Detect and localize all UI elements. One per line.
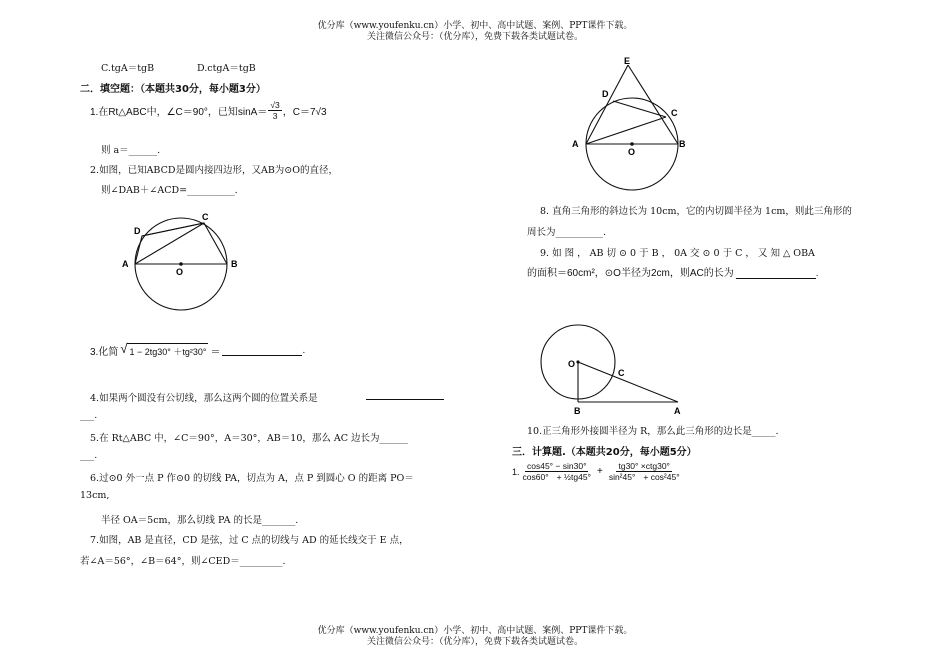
choice-c: C.tgA＝tgB [101, 63, 155, 74]
q9-answer-blank[interactable] [736, 269, 816, 279]
q9-center-dot [576, 360, 579, 363]
q7-center-dot [630, 142, 634, 146]
figure-q7-circle [568, 55, 698, 195]
q1-suffix: ，C＝7√3 [282, 107, 327, 118]
q3-radical [120, 343, 208, 358]
q6-line-1: 6.过⊙0 外一点 P 作⊙0 的切线 PA，切点为 A，点 P 到圆心 O 的距离 PO＝ [90, 473, 414, 484]
q5-line-1: 5.在 Rt△ABC 中，∠C＝90°，A＝30°，AB＝10，那么 AC 边长为______ [90, 433, 409, 444]
q9-label-b: B [574, 406, 581, 416]
q9-label-a: A [674, 406, 681, 416]
calc1-f1-num: cos45° − sin30° [526, 461, 587, 471]
q5-line-2: ___. [80, 450, 98, 461]
q3-root-sign: √ [120, 341, 128, 356]
header-line-2: 关注微信公众号：（优分库），免费下载各类试题试卷。 [366, 32, 583, 42]
q9-line-2: 的面积＝60cm²，⊙O半径为2cm，则AC的长为 [527, 268, 734, 279]
q3-answer-blank[interactable] [222, 346, 302, 356]
calc1-plus: + [596, 466, 603, 477]
calc1-f1-den-b: + ½tg45° [556, 472, 591, 482]
figure-q2-circle [120, 208, 250, 318]
q1-frac-den: 3 [272, 111, 278, 121]
q1-answer: 则 a＝______. [101, 145, 161, 156]
q7-label-o: O [628, 147, 636, 157]
section-2-title: 二．填空题：（本题共30分，每小题3分） [80, 84, 266, 95]
q8-line-1: 8. 直角三角形的斜边长为 10cm，它的内切圆半径为 1cm，则此三角形的 [540, 206, 852, 217]
q2-center-dot [179, 262, 183, 266]
header-line-1: 优分库（www.youfenku.cn）小学、初中、高中试题、案例、PPT课件下载。 [317, 21, 633, 31]
q2-label-a: A [122, 259, 129, 269]
calc1-number: 1. [512, 466, 520, 477]
calc1-f2-den-b: + cos²45° [643, 472, 680, 482]
q8-line-2: 周长为__________. [527, 227, 607, 238]
q9-label-c: C [618, 368, 625, 378]
q9-end: . [815, 268, 819, 279]
q7-line-1: 7.如图，AB 是直径，CD 是弦，过 C 点的切线与 AD 的延长线交于 E 点， [90, 535, 409, 546]
q2-label-d: D [134, 226, 141, 236]
footer-line-1: 优分库（www.youfenku.cn）小学、初中、高中试题、案例、PPT课件下载。 [317, 626, 633, 636]
q9-label-o: O [568, 359, 576, 369]
q9-line-2-wrap [527, 264, 819, 279]
q2-line-1: 2.如图，已知ABCD是圆内接四边形，又AB为⊙O的直径， [90, 165, 339, 176]
q2-line-2: 则∠DAB＋∠ACD=__________. [101, 185, 238, 196]
calc1-f2-den [607, 472, 682, 482]
calc1-fraction-2 [607, 461, 682, 482]
calc1-fraction-1 [521, 461, 593, 482]
q7-label-a: A [572, 139, 579, 149]
q2-label-o: O [176, 267, 184, 277]
q7-label-b: B [679, 139, 686, 149]
q6-line-3: 半径 OA＝5cm，那么切线 PA 的长是_______. [101, 515, 299, 526]
q4-line-2: ___. [80, 410, 98, 421]
calc-1 [512, 461, 683, 482]
calc1-f1-den-a: cos60° [522, 472, 549, 482]
q4-line-1: 4.如果两个圆没有公切线，那么这两个圆的位置关系是 [90, 393, 318, 404]
q3-equals: ＝ [210, 347, 221, 358]
question-3 [90, 343, 305, 358]
figure-q9-tangent [538, 322, 698, 418]
q7-label-e: E [624, 56, 631, 66]
q7-tangent-ec [628, 65, 678, 144]
section-3-title: 三．计算题.（本题共20分，每小题5分） [512, 447, 697, 458]
q6-line-2: 13cm, [80, 490, 110, 501]
q7-label-d: D [602, 89, 609, 99]
q7-line-2: 若∠A＝56°，∠B＝64°，则∠CED＝_________. [80, 556, 286, 567]
q7-chord-dc [613, 101, 666, 117]
q2-label-c: C [202, 212, 209, 222]
q2-diagonal-ac [135, 223, 204, 264]
q2-quadrilateral [135, 223, 227, 264]
footer-line-2: 关注微信公众号：（优分库），免费下载各类试题试卷。 [366, 637, 583, 647]
q7-label-c: C [671, 108, 678, 118]
q3-radicand: 1 − 2tg30° ＋tg²30° [127, 343, 208, 358]
q3-prefix: 3.化简 [90, 347, 119, 358]
question-1 [90, 100, 327, 121]
q1-prefix: 1.在Rt△ABC中，∠C＝90°，已知sinA＝ [90, 107, 268, 118]
q2-label-b: B [231, 259, 238, 269]
q4-answer-blank[interactable] [366, 390, 444, 400]
q1-frac-num: √3 [270, 100, 280, 110]
calc1-f2-den-a: sin²45° [608, 472, 636, 482]
q3-end: . [302, 345, 306, 356]
calc1-f1-den [521, 472, 593, 482]
q1-fraction [268, 100, 281, 121]
q10-line-1: 10.正三角形外接圆半径为 R，那么此三角形的边长是_____. [527, 426, 779, 437]
calc1-f2-num: tg30° ×ctg30° [618, 461, 670, 471]
choice-d: D.ctgA＝tgB [197, 63, 256, 74]
q9-line-1: 9. 如 图 ， AB 切 ⊙ 0 于 B ， 0A 交 ⊙ 0 于 C ， 又 知 △ OBA [540, 248, 815, 259]
